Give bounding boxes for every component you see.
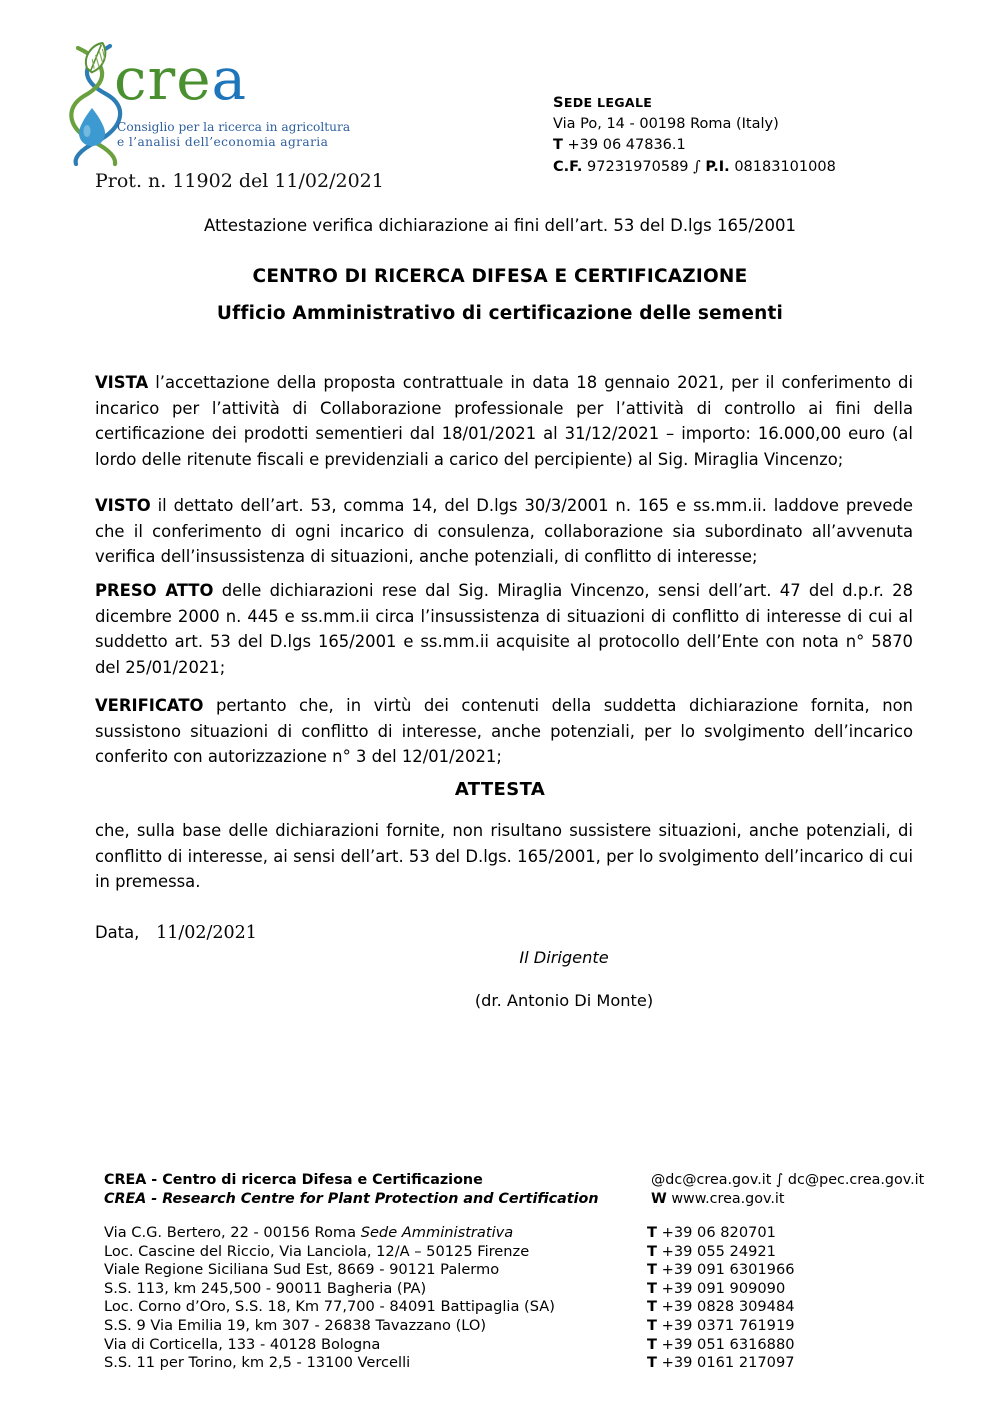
footer-address-item — [104, 1298, 555, 1317]
footer-phone-item — [647, 1261, 795, 1280]
footer-phone-label: T — [647, 1354, 657, 1372]
footer-web-contacts — [651, 1171, 924, 1209]
legal-seat-block — [553, 92, 836, 178]
footer-address-text: Loc. Corno d’Oro, S.S. 18, Km 77,700 - 84091 Battipaglia (SA) — [104, 1298, 555, 1316]
footer-address-item — [104, 1224, 555, 1243]
phone-label: T — [553, 137, 563, 153]
footer-address-text: S.S. 11 per Torino, km 2,5 - 13100 Vercelli — [104, 1354, 411, 1372]
legal-seat-phone — [553, 135, 836, 157]
paragraph-vista-text: l’accettazione della proposta contrattuale in data 18 gennaio 2021, per il conferimento di incarico per l’attività di Collaborazione professionale per l’attività di controllo ai fini della certificazione dei prodotti sementieri dal 18/01/2021 al 31/12/2021 – importo: 16.000,00 euro (al lordo delle ritenute fiscali e previdenziali a carico del percipiente) al Sig. Miraglia Vincenzo; — [95, 373, 913, 469]
footer-phone-value: +39 051 6316880 — [656, 1335, 795, 1353]
footer-phone-item — [647, 1224, 795, 1243]
footer-address-note: Sede Amministrativa — [360, 1224, 514, 1241]
paragraph-preso-atto-text: delle dichiarazioni rese dal Sig. Miraglia Vincenzo, sensi dell’art. 47 del d.p.r. 28 dicembre 2000 n. 445 e ss.mm.ii circa l’insussistenza di situazioni di conflitto di interesse di cui al suddetto art. 53 del D.lgs 165/2001 e ss.mm.ii acquisite al protocollo dell’Ente con nota n° 5870 del 25/01/2021; — [95, 581, 913, 677]
cf-label: C.F. — [553, 158, 583, 175]
footer-phone-value: +39 091 909090 — [656, 1279, 786, 1297]
signature-date — [95, 923, 257, 943]
page-header — [0, 0, 1000, 200]
pi-label: P.I. — [705, 158, 730, 175]
footer-phone-item — [647, 1243, 795, 1262]
legal-seat-label: SEDE LEGALE — [553, 94, 653, 111]
paragraph-conclusion: che, sulla base delle dichiarazioni fornite, non risultano sussistere situazioni, anche potenziali, di conflitto di interesse, ai sensi dell’art. 53 del D.lgs. 165/2001, per lo svolgimento dell’incarico di cui in premessa. — [95, 821, 913, 892]
footer-address-text: Viale Regione Siciliana Sud Est, 8669 - 90121 Palermo — [104, 1261, 500, 1279]
signature-role: Il Dirigente — [519, 948, 609, 967]
footer-address-item — [104, 1280, 555, 1299]
footer-phone-value: +39 06 820701 — [656, 1224, 776, 1241]
paragraph-vista-keyword: VISTA — [95, 373, 149, 392]
footer-phone-item — [647, 1354, 795, 1373]
crea-wordmark — [114, 45, 248, 113]
paragraph-verificato — [95, 693, 913, 770]
footer-phone-item — [647, 1317, 795, 1336]
signature-date-label: Data, — [95, 923, 140, 942]
paragraph-preso-atto-keyword: PRESO ATTO — [95, 581, 214, 600]
paragraph-visto-text: il dettato dell’art. 53, comma 14, del D.lgs 30/3/2001 n. 165 e ss.mm.ii. laddove prevede che il conferimento di ogni incarico di consulenza, collaborazione sia subordinato all’avvenuta verifica dell’insussistenza di situazioni, anche potenziali, di conflitto di interesse; — [95, 496, 913, 567]
footer-organization — [104, 1171, 599, 1209]
footer-address-text: Loc. Cascine del Riccio, Via Lanciola, 12/A – 50125 Firenze — [104, 1242, 530, 1260]
paragraph-preso-atto — [95, 578, 913, 680]
footer-phone-value: +39 0161 217097 — [656, 1354, 795, 1372]
footer-address-item — [104, 1317, 555, 1336]
footer-address-item — [104, 1354, 555, 1373]
paragraph-visto-keyword: VISTO — [95, 496, 151, 515]
paragraph-verificato-keyword: VERIFICATO — [95, 696, 204, 715]
crea-wordmark-blue: a — [211, 45, 248, 113]
legal-seat-address: Via Po, 14 - 00198 Roma (Italy) — [553, 115, 779, 132]
footer-website-line[interactable] — [651, 1190, 924, 1209]
footer-address-text: Via C.G. Bertero, 22 - 00156 Roma — [104, 1224, 361, 1241]
footer-phone-label: T — [647, 1316, 657, 1334]
document-title-secondary: Ufficio Amministrativo di certificazione delle sementi — [216, 303, 784, 324]
footer-phone-label: T — [647, 1261, 657, 1279]
footer-web-label: W — [651, 1191, 667, 1207]
footer-phone-value: +39 091 6301966 — [656, 1261, 795, 1279]
footer-phone-item — [647, 1298, 795, 1317]
footer-phone-item — [647, 1336, 795, 1355]
footer-email-line[interactable]: @dc@crea.gov.it ∫ dc@pec.crea.gov.it — [651, 1172, 925, 1188]
footer-phone-value: +39 0371 761919 — [656, 1316, 795, 1334]
attesta-heading: ATTESTA — [454, 779, 546, 800]
separator-glyph: ∫ — [693, 158, 701, 175]
footer-phone-list — [647, 1224, 795, 1373]
footer-address-item — [104, 1261, 555, 1280]
paragraph-vista — [95, 370, 913, 472]
footer-phone-label: T — [647, 1224, 657, 1241]
footer-address-text: S.S. 113, km 245,500 - 90011 Bagheria (PA) — [104, 1279, 427, 1297]
footer-phone-label: T — [647, 1298, 657, 1316]
footer-address-item — [104, 1336, 555, 1355]
footer-address-item — [104, 1243, 555, 1262]
legal-seat-label-text: EDE LEGALE — [563, 95, 653, 110]
crea-tagline — [117, 120, 350, 150]
signature-name: (dr. Antonio Di Monte) — [474, 991, 654, 1010]
legal-seat-fiscal — [553, 157, 836, 179]
crea-wordmark-green: cre — [114, 45, 212, 113]
crea-logo — [66, 42, 366, 172]
document-title-primary: CENTRO DI RICERCA DIFESA E CERTIFICAZIONE — [252, 266, 748, 287]
crea-tagline-line2: e l’analisi dell’economia agraria — [117, 135, 329, 149]
paragraph-verificato-text: pertanto che, in virtù dei contenuti della suddetta dichiarazione fornita, non sussistono situazioni di conflitto di interesse, anche potenziali, per lo svolgimento dell’incarico conferito con autorizzazione n° 3 del 12/01/2021; — [95, 696, 913, 767]
pi-value: 08183101008 — [734, 158, 836, 175]
protocol-number: Prot. n. 11902 del 11/02/2021 — [95, 170, 384, 192]
footer-org-english: CREA - Research Centre for Plant Protection and Certification — [104, 1191, 599, 1207]
footer-web-url[interactable]: www.crea.gov.it — [671, 1191, 785, 1207]
footer-phone-item — [647, 1280, 795, 1299]
footer-org-italian: CREA - Centro di ricerca Difesa e Certificazione — [104, 1172, 483, 1188]
crea-tagline-line1: Consiglio per la ricerca in agricoltura — [117, 120, 351, 134]
phone-value: +39 06 47836.1 — [567, 137, 686, 153]
document-subject: Attestazione verifica dichiarazione ai fini dell’art. 53 del D.lgs 165/2001 — [203, 216, 797, 235]
footer-phone-value: +39 055 24921 — [656, 1242, 776, 1260]
footer-phone-value: +39 0828 309484 — [656, 1298, 795, 1316]
footer-phone-label: T — [647, 1279, 657, 1297]
footer-address-list — [104, 1224, 555, 1373]
paragraph-visto — [95, 493, 913, 570]
cf-value: 97231970589 — [587, 158, 689, 175]
footer-phone-label: T — [647, 1242, 657, 1260]
footer-phone-label: T — [647, 1335, 657, 1353]
signature-date-value: 11/02/2021 — [156, 923, 257, 943]
footer-address-text: S.S. 9 Via Emilia 19, km 307 - 26838 Tavazzano (LO) — [104, 1316, 487, 1334]
footer-address-text: Via di Corticella, 133 - 40128 Bologna — [104, 1335, 381, 1353]
